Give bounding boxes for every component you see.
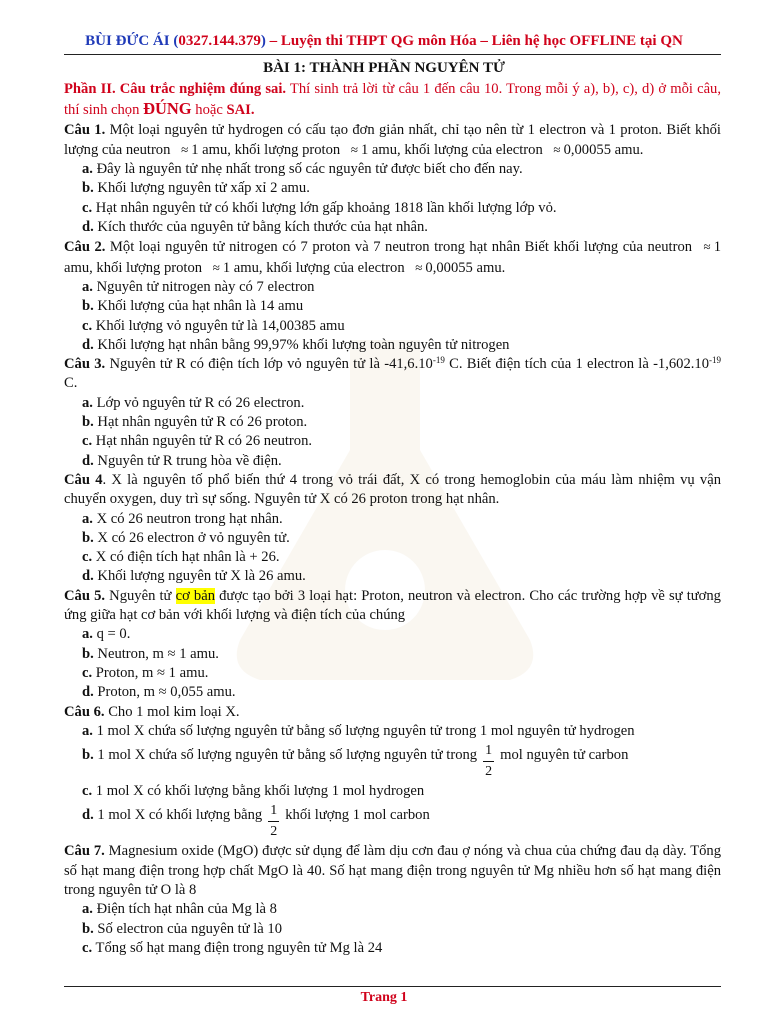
question-2-option-b[interactable]: b. Khối lượng của hạt nhân là 14 amu	[82, 298, 304, 315]
author-name: BÙI ĐỨC ÁI	[85, 33, 170, 49]
question-1: Câu 1. Một loại nguyên tử hydrogen có cấu tạo đơn giản nhất, chỉ tạo nên từ 1 electron và 1 proton. Biết khối lượng của neutron ≈ 1 amu, khối lượng proton ≈ 1 amu, khối lượng của electron ≈ 0,00055 amu.	[64, 121, 721, 158]
question-7-option-c[interactable]: c. Tổng số hạt mang điện trong nguyên tử Mg là 24	[82, 939, 383, 956]
question-2-option-d[interactable]: d. Khối lượng hạt nhân bằng 99,97% khối lượng toàn nguyên tử nitrogen	[82, 336, 510, 353]
question-6-option-c[interactable]: c. 1 mol X có khối lượng bằng khối lượng 1 mol hydrogen	[82, 783, 425, 800]
question-7-option-a[interactable]: a. Điện tích hạt nhân của Mg là 8	[82, 901, 277, 918]
question-3-option-a[interactable]: a. Lớp vỏ nguyên tử R có 26 electron.	[82, 394, 305, 411]
section-intro: Phần II. Câu trắc nghiệm đúng sai. Thí sinh trả lời từ câu 1 đến câu 10. Trong mỗi ý a), b), c), d) ở mỗi câu, thí sinh chọn ĐÚNG hoặc SAI.	[64, 81, 721, 119]
question-3-option-b[interactable]: b. Hạt nhân nguyên tử R có 26 proton.	[82, 414, 308, 431]
question-5-option-d[interactable]: d. Proton, m ≈ 0,055 amu.	[82, 684, 236, 701]
question-4-option-a[interactable]: a. X có 26 neutron trong hạt nhân.	[82, 510, 283, 527]
fraction-one-half: $\frac{1}{2}$	[485, 743, 493, 780]
question-4-option-b[interactable]: b. X có 26 electron ở vỏ nguyên tử.	[82, 529, 290, 546]
question-4-option-d[interactable]: d. Khối lượng nguyên tử X là 26 amu.	[82, 568, 306, 585]
question-2-option-c[interactable]: c. Khối lượng vỏ nguyên tử là 14,00385 amu	[82, 317, 345, 334]
author-phone: 0327.144.379	[178, 33, 261, 49]
question-3: Câu 3. Nguyên tử R có điện tích lớp vỏ nguyên tử là $-41,6.10^{-19}$ C. Biết điện tích của 1 electron là $-1,602.10^{-19}$ C.	[64, 355, 722, 392]
question-2: Câu 2. Một loại nguyên tử nitrogen có 7 proton và 7 neutron trong hạt nhân Biết khối lượng của neutron ≈ 1 amu, khối lượng proton ≈ 1 amu, khối lượng của electron ≈ 0,00055 amu.	[64, 239, 721, 276]
fraction-one-half: $\frac{1}{2}$	[270, 803, 278, 840]
question-7-option-b[interactable]: b. Số electron của nguyên tử là 10	[82, 920, 283, 937]
page-title: BÀI 1: THÀNH PHẦN NGUYÊN TỬ	[263, 60, 505, 76]
question-1-option-a[interactable]: a. Đây là nguyên tử nhẹ nhất trong số các nguyên tử được biết cho đến nay.	[82, 161, 523, 178]
page-header: BÙI ĐỨC ÁI (0327.144.379) – Luyện thi THPT QG môn Hóa – Liên hệ học OFFLINE tại QN	[85, 33, 683, 49]
question-1-option-c[interactable]: c. Hạt nhân nguyên tử có khối lượng lớn gấp khoảng 1818 lần khối lượng lớp vỏ.	[82, 199, 557, 216]
document-body	[64, 80, 721, 958]
question-6-option-a[interactable]: a. 1 mol X chứa số lượng nguyên tử bằng số lượng nguyên tử trong 1 mol nguyên tử hydrogen	[82, 722, 635, 739]
question-6-option-b[interactable]: b. 1 mol X chứa số lượng nguyên tử bằng số lượng nguyên tử trong $\frac{1}{2}$ mol nguyên tử carbon	[64, 741, 721, 782]
question-5-option-a[interactable]: a. q = 0.	[82, 626, 131, 643]
question-4-option-c[interactable]: c. X có điện tích hạt nhân là + 26.	[82, 549, 280, 566]
question-6: Câu 6. Cho 1 mol kim loại X.	[64, 703, 240, 720]
question-5-option-b[interactable]: b. Neutron, m ≈ 1 amu.	[82, 645, 219, 662]
header-divider	[64, 54, 721, 55]
footer-divider	[64, 986, 721, 987]
question-3-option-d[interactable]: d. Nguyên tử R trung hòa về điện.	[82, 452, 282, 469]
highlighted-text: cơ bản	[175, 587, 215, 604]
question-1-option-b[interactable]: b. Khối lượng nguyên tử xấp xỉ 2 amu.	[82, 180, 310, 197]
question-3-option-c[interactable]: c. Hạt nhân nguyên tử R có 26 neutron.	[82, 433, 313, 450]
question-5: Câu 5. Nguyên tử cơ bản được tạo bởi 3 loại hạt: Proton, neutron và electron. Cho các trường hợp về sự tương ứng giữa hạt cơ bản với khối lượng và điện tích của chúng	[64, 587, 721, 624]
question-6-option-d[interactable]: d. 1 mol X có khối lượng bằng $\frac{1}{2}$ khối lượng 1 mol carbon	[64, 801, 721, 842]
page-number: Trang 1	[360, 990, 408, 1005]
question-5-option-c[interactable]: c. Proton, m ≈ 1 amu.	[82, 664, 209, 681]
question-7: Câu 7. Magnesium oxide (MgO) được sử dụng để làm dịu cơn đau ợ nóng và chua của chứng đau dạ dày. Tổng số hạt mang điện trong hợp chất MgO là 40. Số hạt mang điện trong nguyên tử Mg nhiều hơn số hạt mang điện trong nguyên tử O là 8	[64, 843, 721, 898]
question-1-option-d[interactable]: d. Kích thước của nguyên tử bằng kích thước của hạt nhân.	[82, 219, 428, 236]
question-2-option-a[interactable]: a. Nguyên tử nitrogen này có 7 electron	[82, 278, 315, 295]
header-tagline: – Luyện thi THPT QG môn Hóa – Liên hệ học OFFLINE tại QN	[265, 33, 683, 49]
question-4: Câu 4. X là nguyên tố phổ biến thứ 4 trong vỏ trái đất, X có trong hemoglobin của máu làm nhiệm vụ vận chuyển oxygen, duy trì sự sống. Nguyên tử X có 26 proton trong hạt nhân.	[64, 471, 721, 508]
